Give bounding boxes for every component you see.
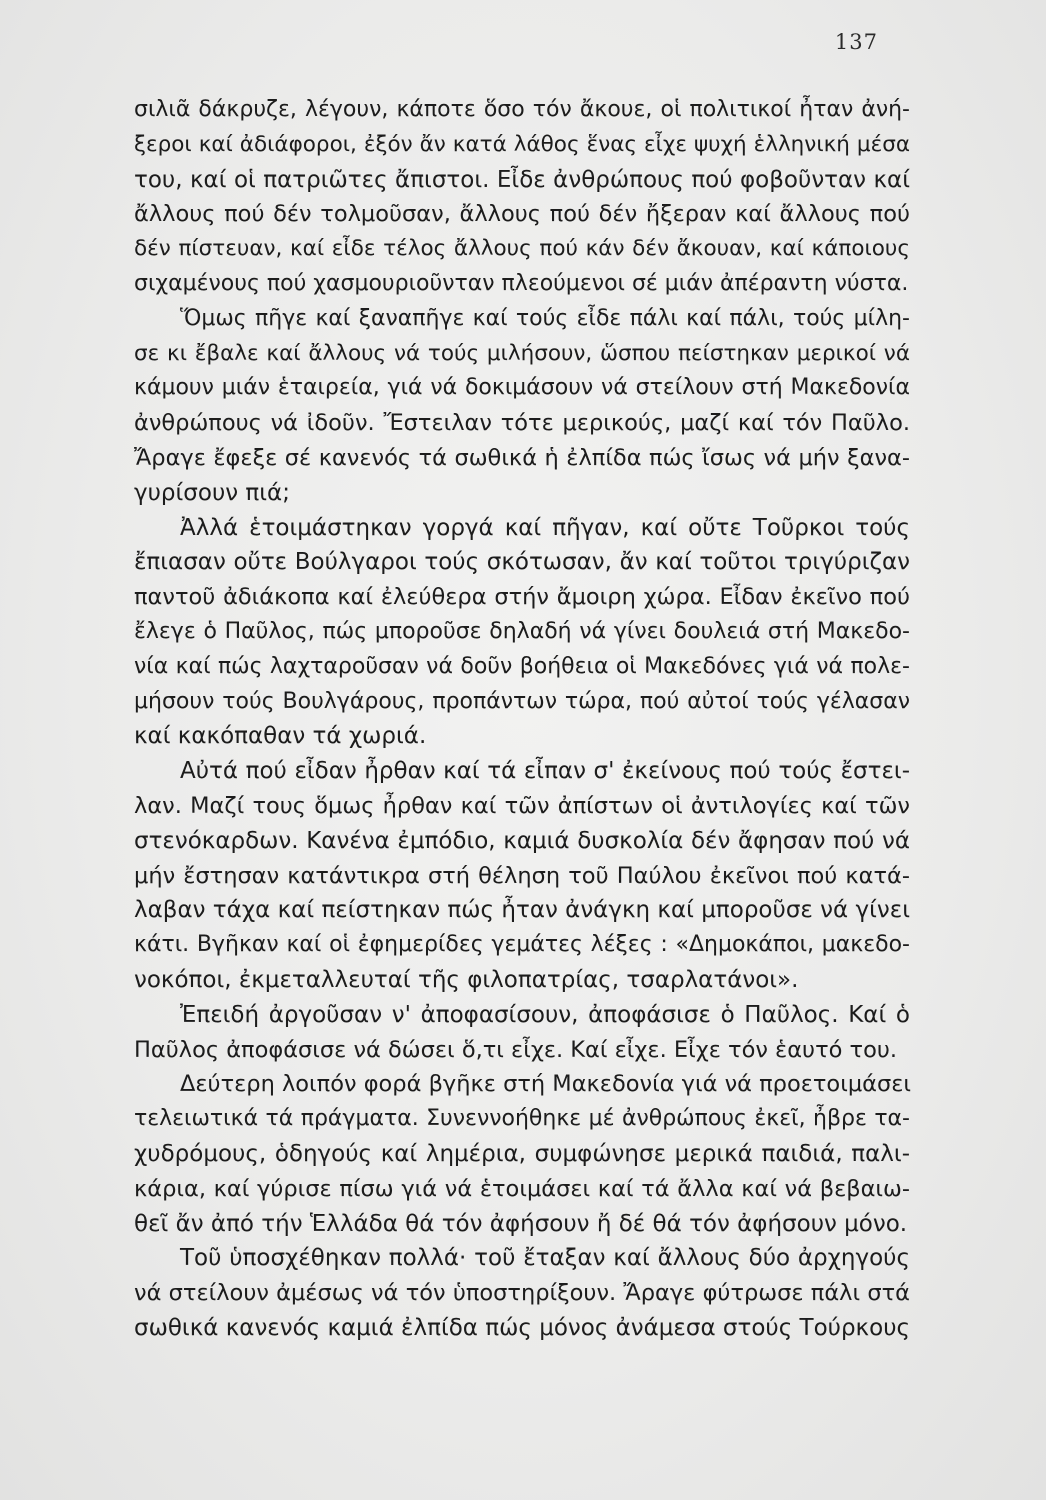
text-line: Ἐπειδή ἀργοῦσαν ν' ἀποφασίσουν, ἀποφάσισε ὁ Παῦλος. Καί ὁ: [180, 1001, 910, 1028]
text-line: γυρίσουν πιά;: [134, 479, 290, 506]
text-line: τελειωτικά τά πράγματα. Συνεννοήθηκε μέ ἀνθρώπους ἐκεῖ, ἦβρε τα-: [134, 1106, 910, 1132]
text-line: παντοῦ ἀδιάκοπα καί ἐλεύθερα στήν ἄμοιρη χώρα. Εἶδαν ἐκεῖνο πού: [134, 584, 910, 611]
text-line: χυδρόμους, ὁδηγούς καί λημέρια, συμφώνησε μερικά παιδιά, παλι-: [134, 1140, 910, 1167]
text-line: νία καί πώς λαχταροῦσαν νά δοῦν βοήθεια οἱ Μακεδόνες γιά νά πολε-: [134, 653, 910, 679]
text-line: μήν ἔστησαν κατάντικρα στή θέληση τοῦ Παύλου ἐκεῖνοι πού κατά-: [134, 862, 910, 889]
page-number: 137: [834, 30, 878, 54]
text-line: ἔπιασαν οὔτε Βούλγαροι τούς σκότωσαν, ἄν καί τοῦτοι τριγύριζαν: [134, 549, 910, 576]
text-line: σιλιᾶ δάκρυζε, λέγουν, κάποτε ὅσο τόν ἄκουε, οἱ πολιτικοί ἦταν ἀνή-: [134, 97, 910, 122]
text-line: ξεροι καί ἀδιάφοροι, ἐξόν ἄν κατά λάθος ἕνας εἶχε ψυχή ἑλληνική μέσα: [134, 131, 910, 157]
text-line: στενόκαρδων. Κανένα ἐμπόδιο, καμιά δυσκολία δέν ἄφησαν πού νά: [134, 827, 910, 854]
text-line: Ἀλλά ἑτοιμάστηκαν γοργά καί πῆγαν, καί οὔτε Τοῦρκοι τούς: [180, 514, 910, 541]
text-line: κάρια, καί γύρισε πίσω γιά νά ἑτοιμάσει καί τά ἄλλα καί νά βεβαιω-: [134, 1175, 910, 1202]
text-line: ἔλεγε ὁ Παῦλος, πώς μποροῦσε δηλαδή νά γίνει δουλειά στή Μακεδο-: [134, 618, 910, 644]
text-line: κάμουν μιάν ἑταιρεία, γιά νά δοκιμάσουν νά στείλουν στή Μακεδονία: [134, 375, 910, 401]
text-line: μήσουν τούς Βουλγάρους, προπάντων τώρα, πού αὐτοί τούς γέλασαν: [134, 688, 910, 714]
text-line: Δεύτερη λοιπόν φορά βγῆκε στή Μακεδονία γιά νά προετοιμάσει: [180, 1071, 911, 1098]
text-line: σιχαμένους πού χασμουριοῦνταν πλεούμενοι σέ μιάν ἀπέραντη νύστα.: [134, 270, 909, 296]
text-line: Τοῦ ὑποσχέθηκαν πολλά· τοῦ ἔταξαν καί ἄλλους δύο ἀρχηγούς: [180, 1245, 910, 1272]
text-line: λαν. Μαζί τους ὅμως ἦρθαν καί τῶν ἀπίστων οἱ ἀντιλογίες καί τῶν: [134, 792, 910, 819]
text-line: Παῦλος ἀποφάσισε νά δώσει ὅ,τι εἶχε. Καί εἶχε. Εἶχε τόν ἑαυτό του.: [134, 1036, 898, 1063]
text-line: του, καί οἱ πατριῶτες ἄπιστοι. Εἶδε ἀνθρώπους πού φοβοῦνταν καί: [134, 166, 910, 193]
text-line: σε κι ἔβαλε καί ἄλλους νά τούς μιλήσουν, ὥσπου πείστηκαν μερικοί νά: [134, 340, 910, 366]
text-line: δέν πίστευαν, καί εἶδε τέλος ἄλλους πού κάν δέν ἄκουαν, καί κάποιους: [134, 236, 910, 262]
text-line: κάτι. Βγῆκαν καί οἱ ἐφημερίδες γεμάτες λέξες : «Δημοκάποι, μακεδο-: [134, 932, 910, 958]
text-line: ἀνθρώπους νά ἰδοῦν. Ἔστειλαν τότε μερικούς, μαζί καί τόν Παῦλο.: [134, 410, 910, 437]
text-line: νοκόποι, ἐκμεταλλευταί τῆς φιλοπατρίας, τσαρλατάνοι».: [134, 966, 799, 993]
body-text: [134, 93, 910, 1346]
text-line: λαβαν τάχα καί πείστηκαν πώς ἦταν ἀνάγκη καί μποροῦσε νά γίνει: [134, 897, 910, 924]
text-line: σωθικά κανενός καμιά ἐλπίδα πώς μόνος ἀνάμεσα στούς Τούρκους: [134, 1314, 910, 1341]
text-line: Ἄραγε ἔφεξε σέ κανενός τά σωθικά ἡ ἐλπίδα πώς ἴσως νά μήν ξανα-: [134, 444, 910, 471]
text-line: νά στείλουν ἀμέσως νά τόν ὑποστηρίξουν. Ἄραγε φύτρωσε πάλι στά: [134, 1280, 910, 1307]
text-line: θεῖ ἄν ἀπό τήν Ἑλλάδα θά τόν ἀφήσουν ἤ δέ θά τόν ἀφήσουν μόνο.: [134, 1210, 908, 1237]
text-line: Αὐτά πού εἶδαν ἦρθαν καί τά εἶπαν σ' ἐκείνους πού τούς ἔστει-: [180, 758, 910, 785]
text-line: καί κακόπαθαν τά χωριά.: [134, 723, 427, 750]
text-line: Ὅμως πῆγε καί ξαναπῆγε καί τούς εἶδε πάλι καί πάλι, τούς μίλη-: [180, 305, 910, 331]
text-line: ἄλλους πού δέν τολμοῦσαν, ἄλλους πού δέν ἤξεραν καί ἄλλους πού: [134, 201, 910, 228]
